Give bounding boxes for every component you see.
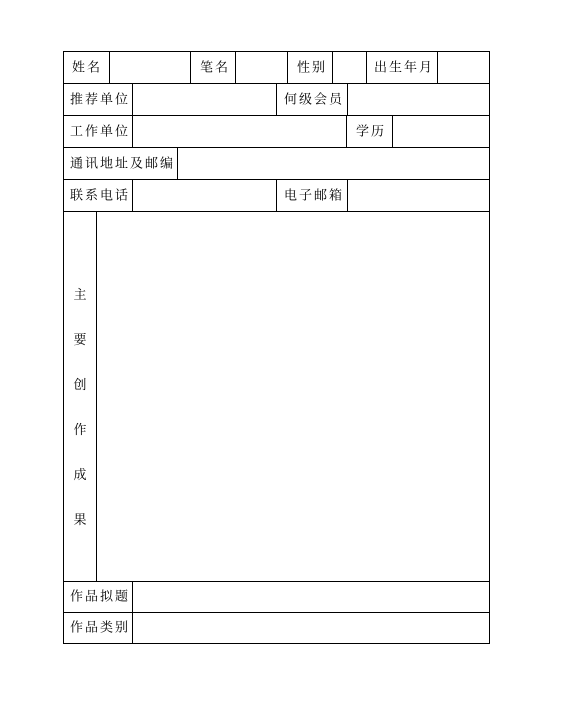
row-work-category <box>64 613 489 643</box>
achievements-label-cell <box>64 212 97 581</box>
birth-date-field[interactable] <box>438 52 489 83</box>
achievements-char: 主 <box>73 288 87 303</box>
name-label: 姓名 <box>72 60 103 75</box>
pen-name-field[interactable] <box>236 52 288 83</box>
work-title-label: 作品拟题 <box>70 589 131 605</box>
workplace-field[interactable] <box>133 116 347 147</box>
work-category-label: 作品类别 <box>70 620 131 636</box>
row-basic-info <box>64 52 489 84</box>
workplace-label: 工作单位 <box>70 124 131 139</box>
workplace-label-cell <box>64 116 133 147</box>
achievements-char: 成 <box>73 468 87 483</box>
work-title-field[interactable] <box>133 582 489 612</box>
gender-label: 性别 <box>297 60 328 75</box>
gender-field[interactable] <box>333 52 367 83</box>
education-label: 学历 <box>356 124 387 139</box>
phone-label-cell <box>64 180 133 211</box>
row-recommender <box>64 84 489 116</box>
email-label: 电子邮箱 <box>284 188 345 203</box>
email-field[interactable] <box>348 180 489 211</box>
row-contact <box>64 180 489 212</box>
achievements-char: 果 <box>73 513 87 528</box>
member-level-field[interactable] <box>348 84 489 115</box>
work-title-label-cell <box>64 582 133 612</box>
gender-label-cell <box>288 52 333 83</box>
achievements-field[interactable] <box>97 212 489 581</box>
recommender-field[interactable] <box>133 84 277 115</box>
member-level-label: 何级会员 <box>284 92 345 107</box>
pen-name-label-cell <box>191 52 236 83</box>
work-category-label-cell <box>64 613 133 643</box>
recommender-label-cell <box>64 84 133 115</box>
row-workplace <box>64 116 489 148</box>
pen-name-label: 笔名 <box>200 60 231 75</box>
phone-field[interactable] <box>133 180 277 211</box>
address-field[interactable] <box>178 148 489 179</box>
achievements-char: 要 <box>73 333 87 348</box>
birth-label-cell <box>367 52 438 83</box>
row-work-title <box>64 582 489 613</box>
phone-label: 联系电话 <box>70 188 131 203</box>
registration-form <box>63 51 490 644</box>
address-label: 通讯地址及邮编 <box>70 156 176 171</box>
birth-date-label: 出生年月 <box>374 60 435 75</box>
row-achievements <box>64 212 489 582</box>
achievements-char: 作 <box>73 423 87 438</box>
work-category-field[interactable] <box>133 613 489 643</box>
achievements-char: 创 <box>73 378 87 393</box>
row-address <box>64 148 489 180</box>
address-label-cell <box>64 148 178 179</box>
name-field[interactable] <box>110 52 191 83</box>
member-level-label-cell <box>277 84 348 115</box>
name-label-cell <box>64 52 110 83</box>
education-label-cell <box>347 116 393 147</box>
email-label-cell <box>277 180 348 211</box>
education-field[interactable] <box>393 116 489 147</box>
recommender-label: 推荐单位 <box>70 92 131 107</box>
